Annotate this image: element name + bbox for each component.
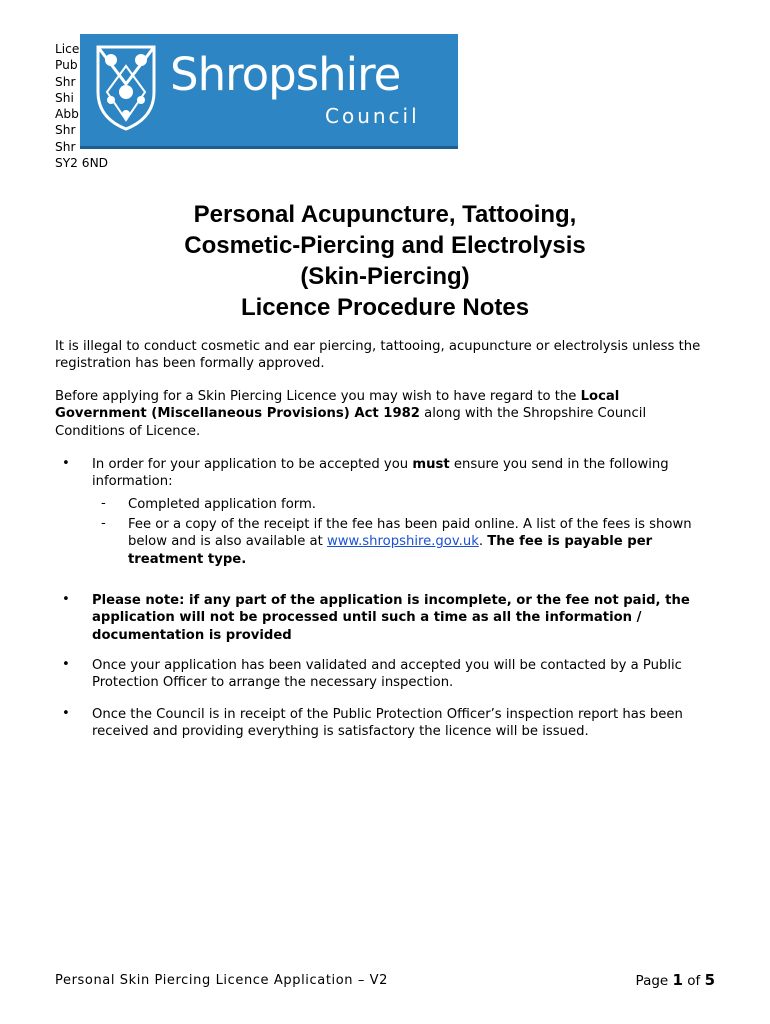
dash-icon: - <box>101 516 106 531</box>
address-line: Pub <box>55 58 78 73</box>
footer-title: Personal Skin Piercing Licence Application – V2 <box>55 973 389 988</box>
sub-item: Completed application form. <box>128 497 316 512</box>
intro-paragraph: It is illegal to conduct cosmetic and ear piercing, tattooing, acupuncture or electrolysis unless the registration has been formally approved. <box>55 339 701 372</box>
address-line: Shr <box>55 123 76 138</box>
sub-item <box>128 516 718 568</box>
bullet-text-end: ensure you send in the following information: <box>92 457 669 490</box>
title-line: Personal Acupuncture, Tattooing, <box>193 201 577 228</box>
before-text-end: along with the Shropshire Council Conditions of Licence. <box>55 406 647 439</box>
bullet-text: In order for your application to be accepted you <box>92 457 413 472</box>
page-number <box>636 971 715 989</box>
current-page: 1 <box>672 971 683 989</box>
logo-underline <box>80 146 458 149</box>
address-line: Lice <box>55 42 80 56</box>
title-line: (Skin-Piercing) <box>300 263 470 290</box>
council-logo <box>80 34 458 146</box>
address-line: Abb <box>55 107 79 122</box>
sub-item-text: Fee or a copy of the receipt if the fee has been paid online. A list of the fees is shown below and is also available at <box>128 517 692 550</box>
page-title <box>55 199 715 323</box>
logo-subtitle: Council <box>325 104 420 128</box>
act-name: Local Government (Miscellaneous Provisions) Act 1982 <box>55 389 620 422</box>
page-label: Page <box>635 973 673 989</box>
council-crest-icon <box>95 44 157 132</box>
bullet-item: Once your application has been validated and accepted you will be contacted by a Public Protection Officer to arrange the necessary inspection. <box>92 658 682 691</box>
address-line: Shr <box>55 139 76 154</box>
of-label: of <box>682 973 705 989</box>
bullet-icon: • <box>62 657 70 672</box>
address-line: Shi <box>55 90 74 105</box>
title-line: Licence Procedure Notes <box>240 294 530 321</box>
dash-icon: - <box>101 496 106 511</box>
total-pages: 5 <box>704 971 715 989</box>
website-link[interactable]: www.shropshire.gov.uk <box>326 534 479 550</box>
bullet-item <box>92 456 722 491</box>
before-paragraph <box>55 388 715 440</box>
bullet-item: Once the Council is in receipt of the Public Protection Officer’s inspection report has been received and providing everything is satisfactory the licence will be issued. <box>92 707 683 740</box>
before-text: Before applying for a Skin Piercing Licence you may wish to have regard to the <box>55 389 581 404</box>
logo-wordmark: Shropshire <box>170 48 401 101</box>
please-note-item: Please note: if any part of the application is incomplete, or the fee not paid, the application will not be processed until such a time as all the information / documentation is provided <box>92 593 690 643</box>
bullet-icon: • <box>62 706 70 721</box>
title-line: Cosmetic-Piercing and Electrolysis <box>184 232 586 259</box>
sub-item-text-end: . <box>478 534 488 550</box>
bullet-icon: • <box>62 592 70 607</box>
address-line: Shr <box>55 74 76 89</box>
bullet-emphasis: must <box>412 457 450 472</box>
bullet-icon: • <box>62 456 70 471</box>
fee-note: The fee is payable per treatment type. <box>128 534 653 567</box>
address-line: SY2 6ND <box>55 156 109 171</box>
